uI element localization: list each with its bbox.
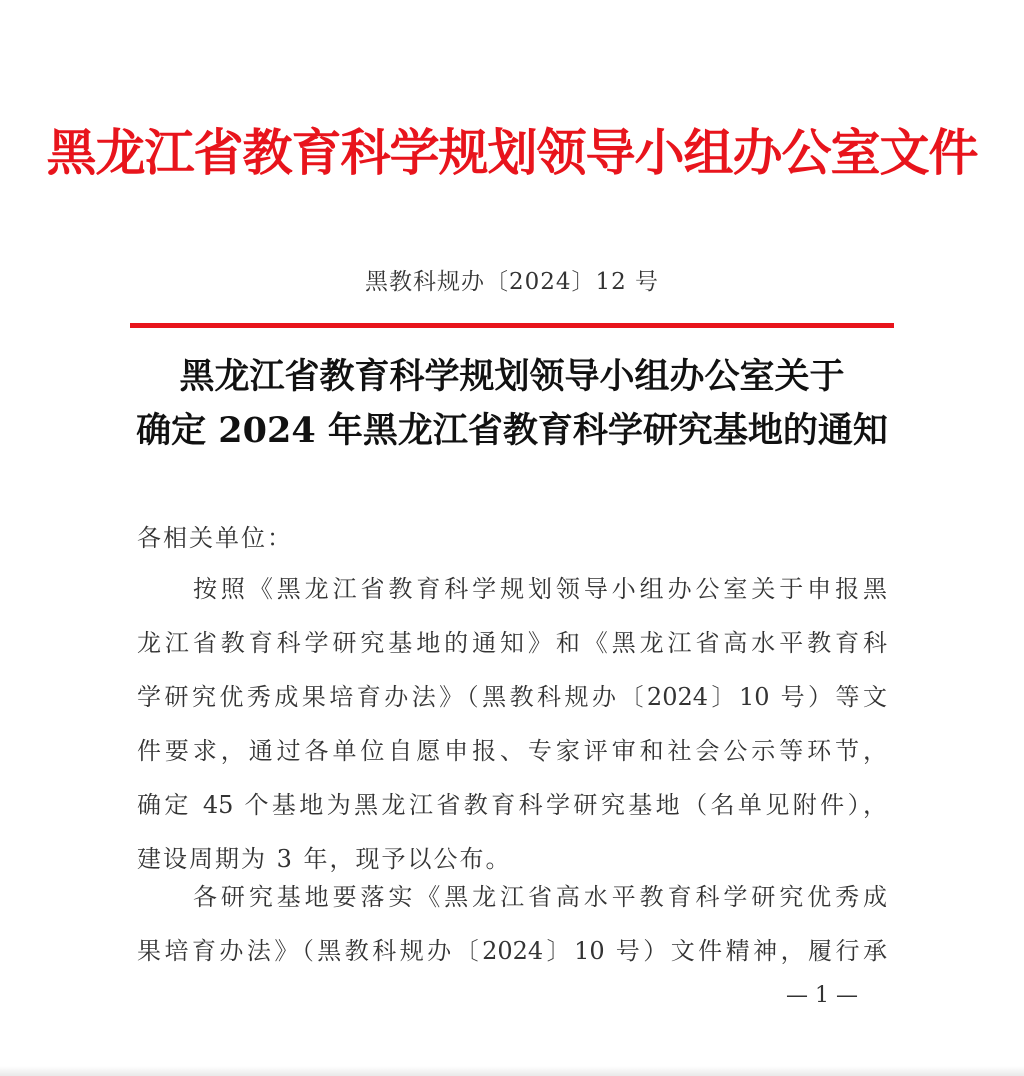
body-paragraph-1 [137, 562, 887, 886]
notice-title-line: 确定 2024 年黑龙江省教育科学研究基地的通知 [136, 410, 888, 451]
red-divider-line [130, 323, 894, 328]
paragraph-line: 学研究优秀成果培育办法》（黑教科规办〔2024〕10 号）等文 [137, 683, 887, 711]
paragraph-line: 确定 45 个基地为黑龙江省教育科学研究基地（名单见附件）， [137, 791, 887, 819]
notice-title-line: 黑龙江省教育科学规划领导小组办公室关于 [179, 356, 845, 397]
paragraph-line: 各研究基地要落实《黑龙江省高水平教育科学研究优秀成 [193, 883, 887, 911]
paragraph-line: 件要求，通过各单位自愿申报、专家评审和社会公示等环节， [137, 737, 887, 765]
issuer-header-title: 黑龙江省教育科学规划领导小组办公室文件 [46, 123, 978, 182]
notice-title [0, 350, 1024, 458]
salutation: 各相关单位： [137, 524, 293, 552]
paragraph-line: 建设周期为 3 年，现予以公布。 [137, 845, 512, 873]
paragraph-line: 龙江省教育科学研究基地的通知》和《黑龙江省高水平教育科 [137, 629, 887, 657]
body-paragraph-2 [137, 870, 887, 978]
paragraph-line: 果培育办法》（黑教科规办〔2024〕10 号）文件精神，履行承 [137, 937, 887, 965]
page-bottom-edge [0, 1066, 1024, 1076]
document-number: 黑教科规办〔2024〕12 号 [364, 269, 660, 295]
page-number: — 1 — [786, 983, 858, 1008]
paragraph-line: 按照《黑龙江省教育科学规划领导小组办公室关于申报黑 [193, 575, 887, 603]
